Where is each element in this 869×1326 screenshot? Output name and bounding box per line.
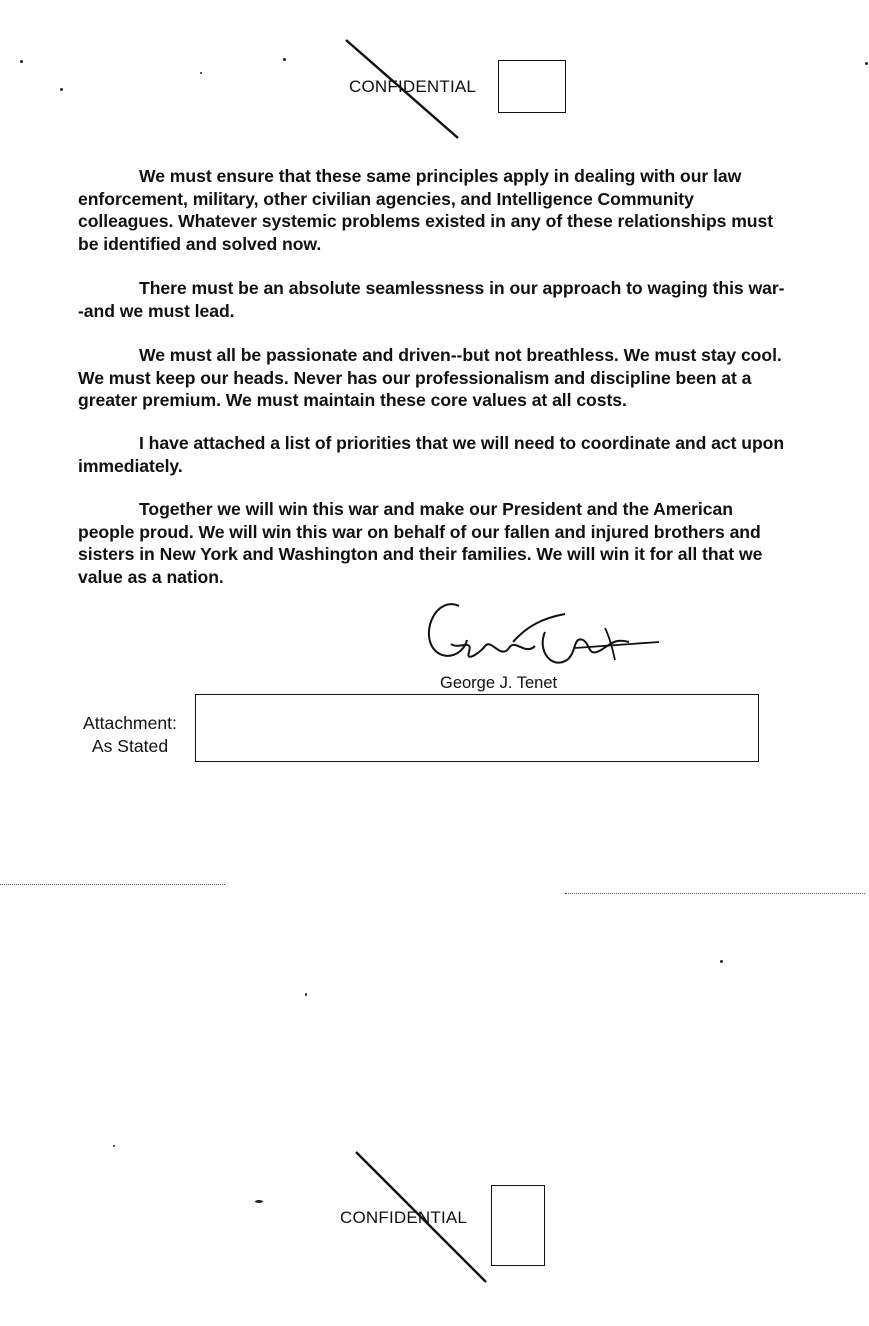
scan-speck bbox=[283, 58, 286, 61]
classification-label-top: CONFIDENTIAL bbox=[349, 77, 477, 96]
paragraph-1: We must ensure that these same principles apply in dealing with our law enforcement, military, other civilian agencies, and Intelligence Community colleagues. Whatever systemic problems existed in any of these relationships must be identified and solved now. bbox=[78, 166, 774, 254]
paragraph-3: We must all be passionate and driven--but not breathless. We must stay cool. We must keep our heads. Never has our professionalism and discipline been at a greater premium. We must maintain these core values at all costs. bbox=[78, 345, 782, 410]
scan-speck bbox=[20, 60, 23, 63]
attachment-label-line1: Attachment: bbox=[83, 713, 177, 733]
paragraph-5: Together we will win this war and make our President and the American people proud. We will win this war on behalf of our fallen and injured brothers and sisters in New York and Washington and their families. We will win it for all that we value as a nation. bbox=[78, 499, 763, 587]
scan-speck bbox=[865, 62, 868, 65]
scan-speck bbox=[60, 88, 63, 91]
strike-line-bottom bbox=[334, 1150, 574, 1290]
classification-label-bottom: CONFIDENTIAL bbox=[340, 1208, 468, 1227]
strike-line-top bbox=[340, 38, 580, 142]
paragraph-2: There must be an absolute seamlessness in our approach to waging this war--and we must lead. bbox=[78, 278, 785, 321]
classification-marking-bottom bbox=[334, 1150, 574, 1290]
classification-marking-top bbox=[340, 38, 580, 142]
scan-speck bbox=[305, 993, 307, 996]
redacted-attachment-box bbox=[195, 694, 759, 762]
attachment-label-line2: As Stated bbox=[91, 735, 169, 756]
scan-artifact-line-right bbox=[565, 893, 865, 895]
signatory-name: George J. Tenet bbox=[440, 674, 558, 692]
scan-artifact-line-left bbox=[0, 884, 225, 886]
scan-speck bbox=[720, 960, 723, 963]
signature-block bbox=[415, 590, 675, 695]
scan-speck bbox=[255, 1200, 263, 1203]
attachment-label bbox=[72, 712, 188, 757]
scan-speck bbox=[200, 72, 202, 74]
paragraph-4: I have attached a list of priorities that we will need to coordinate and act upon immediately. bbox=[78, 433, 785, 476]
scan-speck bbox=[113, 1145, 115, 1147]
